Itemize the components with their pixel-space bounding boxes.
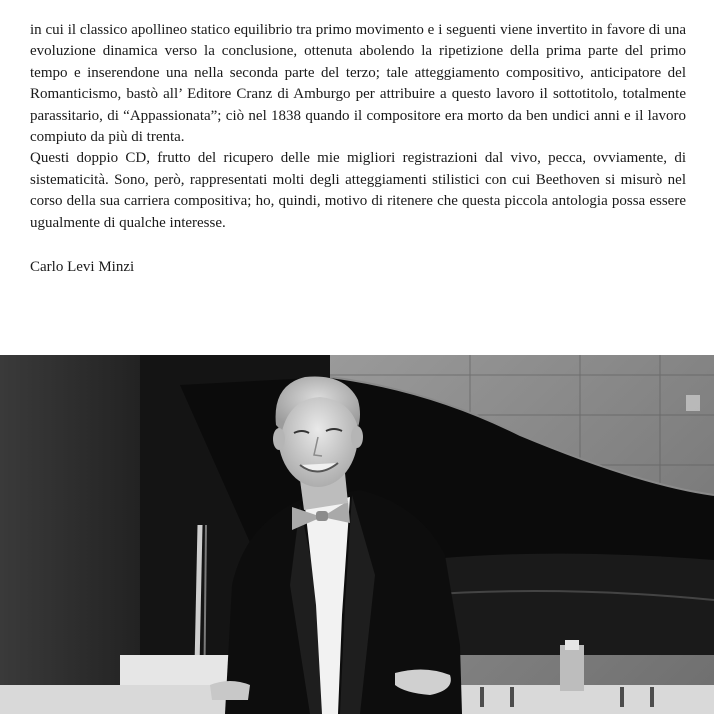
liner-notes-text [30, 20, 686, 234]
paragraph-1: in cui il classico apollineo statico equilibrio tra primo movimento e i seguenti viene invertito in favore di una evoluzione dinamica verso la conclusione, ottenuta abolendo la ripetizione della prima parte del primo tempo e inserendone una nella seconda parte del terzo; tale atteggiamento compositivo, anticipatore del Romanticismo, bastò all’ Editore Cranz di Amburgo per attribuire a questo lavoro il sottotitolo, totalmente parassitario, di “Appassionata”; ciò nel 1838 quando il compositore era morto da ben undici anni e il lavoro compiuto da più di trenta. [30, 22, 686, 146]
pianist-photo [0, 355, 714, 714]
photo-illustration [0, 355, 714, 714]
author-signature: Carlo Levi Minzi [30, 259, 135, 275]
paragraph-2: Questi doppio CD, frutto del ricupero delle mie migliori registrazioni dal vivo, pecca, ovviamente, di sistematicità. Sono, però, rappresentati molti degli atteggiamenti stilistici con cui Beethoven si misurò nel corso della sua carriera compositiva; ho, quindi, motivo di ritenere che questa piccola antologia possa essere ugualmente di qualche interesse. [30, 150, 686, 231]
